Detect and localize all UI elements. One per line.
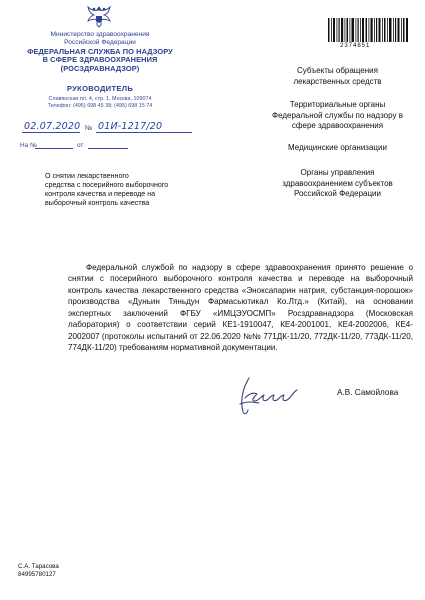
subject-line: средства с посерийного выборочного (45, 181, 169, 190)
double-headed-eagle-emblem-icon (85, 4, 113, 30)
barcode (328, 18, 408, 42)
ministry-name (20, 31, 180, 46)
number-sign: № (85, 125, 93, 132)
handwritten-date: 02.07.2020 (24, 121, 81, 132)
subject-line: контроля качества и переводе на (45, 190, 156, 199)
performer-info (18, 563, 59, 578)
addressee-block (260, 100, 415, 132)
addressee-block (260, 168, 415, 200)
performer-name: С.А. Тарасова (18, 563, 59, 570)
letter-subject (45, 172, 205, 208)
registration-number-field (96, 121, 192, 133)
handwritten-number: 01И-1217/20 (98, 121, 163, 132)
addressee-line: Субъекты обращения (297, 66, 378, 75)
service-line: ФЕДЕРАЛЬНАЯ СЛУЖБА ПО НАДЗОРУ (27, 47, 173, 56)
letter-body: Федеральной службой по надзору в сфере здравоохранения принято решение о снятии с посерийного выборочного контроля качества и переводе на выборочный контроль качества лекарственного средства «Эноксапарин натрия, субстанция-порошок» производства «Дуньин Тяньдун Фармасьютикал Ко.Лтд.» (Китай), на основании экспертных заключений ФГБУ «ИМЦЭУОСМП» Росздравнадзора (Московская лаборатория) о соответствии серий КЕ1-1910047, КЕ4-2001001, КЕ4-2002006, КЕ4-2002007 (протоколы испытаний от 22.06.2020 №№ 771ДК-11/20, 772ДК-11/20, 773ДК-11/20, 774ДК-11/20) требованиям нормативной документации. (68, 263, 413, 353)
address-line: Славянская пл. 4, стр. 1, Москва, 109074 (48, 96, 152, 102)
reference-number-blank (35, 148, 73, 149)
reference-date-blank (88, 148, 128, 149)
service-line: В СФЕРЕ ЗДРАВООХРАНЕНИЯ (42, 55, 158, 65)
addressee-line: Органы управления (300, 168, 375, 177)
reference-number-label: На № (20, 142, 37, 149)
barcode-number: 2374851 (340, 43, 371, 49)
addressee-line: Федеральной службы по надзору в (272, 110, 403, 120)
registration-date-field (22, 121, 80, 133)
service-name (20, 48, 180, 73)
addressee-line: Российской Федерации (294, 189, 381, 198)
service-address (20, 96, 180, 110)
address-line: Телефон: (495) 698 45 38; (495) 698 15 74 (47, 102, 153, 109)
addressee-line: Территориальные органы (289, 100, 386, 109)
subject-line: выборочный контроль качества (45, 199, 150, 208)
addressee-line: здравоохранением субъектов (282, 178, 393, 188)
performer-phone: 84995780127 (18, 570, 56, 578)
head-title: РУКОВОДИТЕЛЬ (66, 84, 134, 93)
addressee-block (260, 143, 415, 154)
reference-date-label: от (77, 142, 84, 149)
addressee-line: лекарственных средств (293, 76, 382, 86)
ministry-line: Российской Федерации (64, 38, 136, 46)
addressee-block (260, 66, 415, 87)
addressee-line: сфере здравоохранения (291, 121, 384, 130)
subject-line: О снятии лекарственного (45, 172, 129, 180)
ministry-line: Министерство здравоохранения (50, 31, 150, 38)
addressee-line: Медицинские организации (288, 143, 387, 152)
service-line: (РОСЗДРАВНАДЗОР) (60, 63, 140, 73)
signer-name: А.В. Самойлова (337, 388, 399, 397)
handwritten-signature (235, 368, 310, 418)
